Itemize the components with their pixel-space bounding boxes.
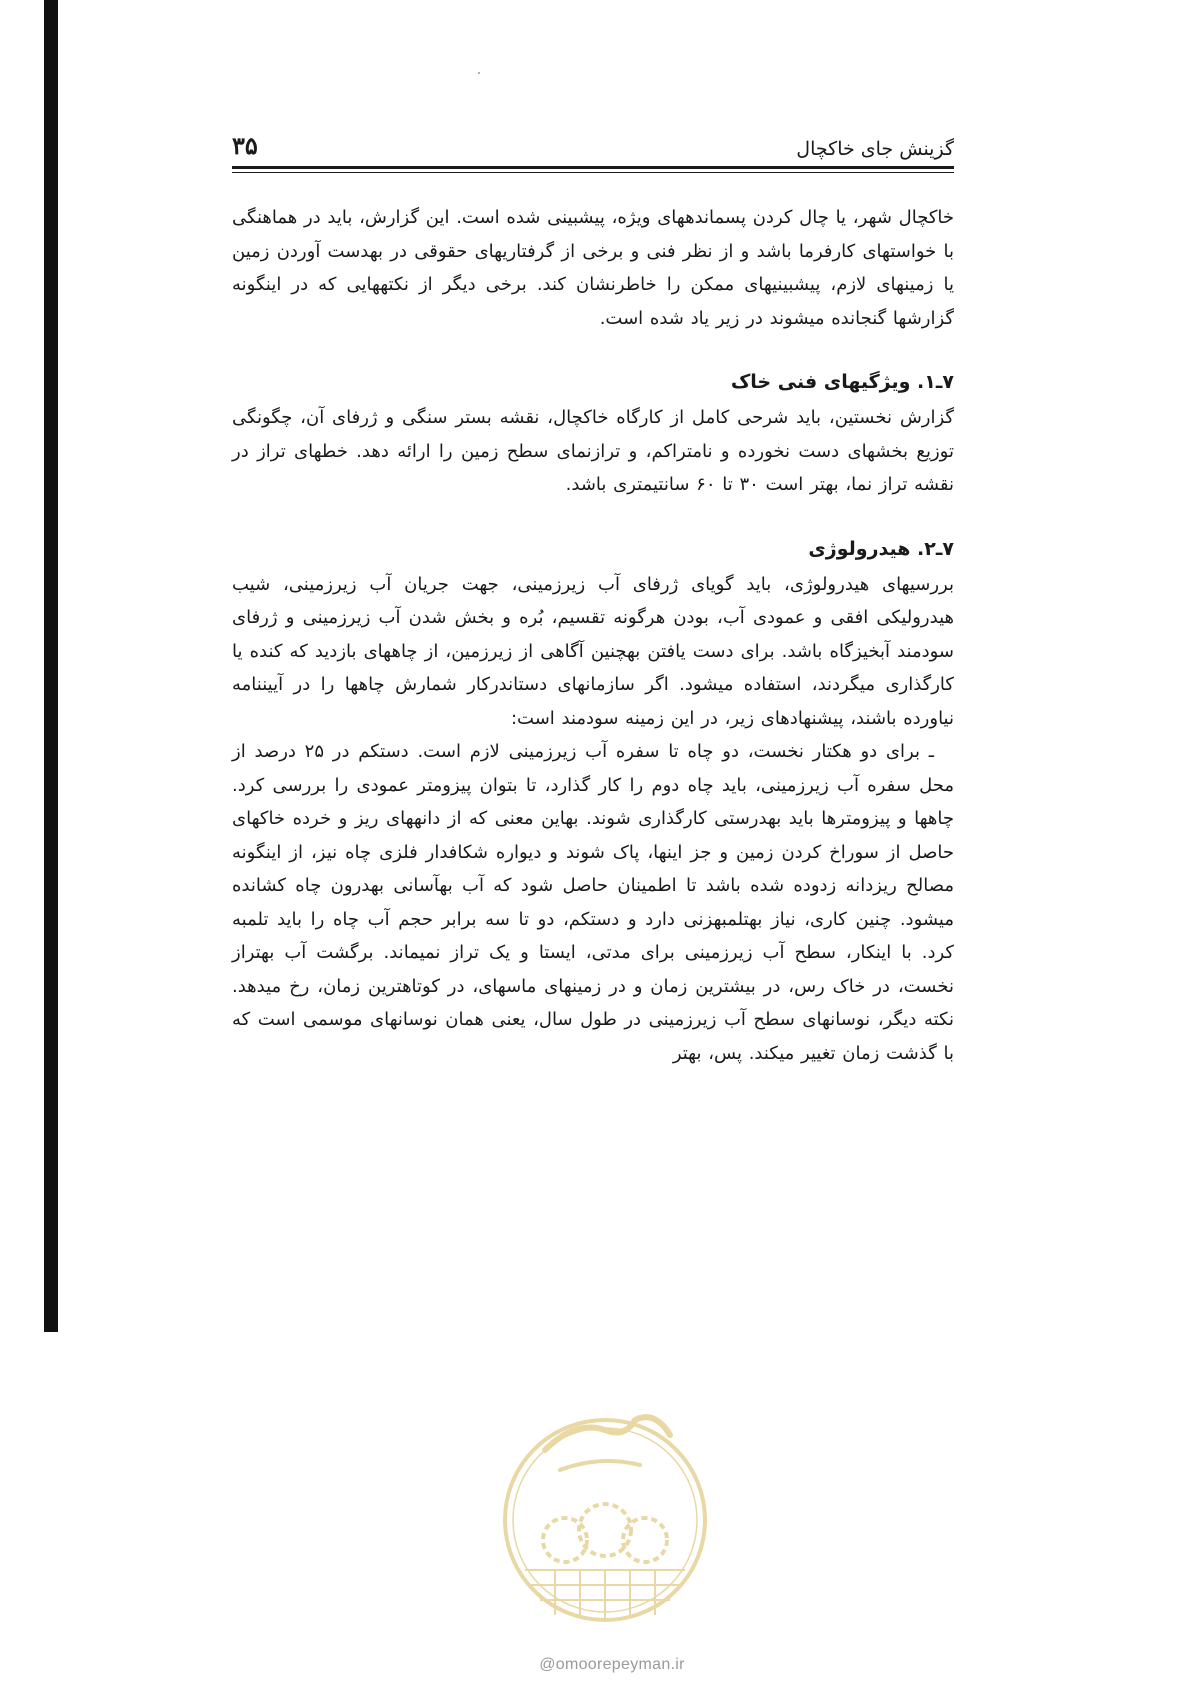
page-number: ۳۵ [232,131,258,160]
section-heading-hydrology: ۷ـ۲. هیدرولوژی [808,537,954,560]
watermark-url: @omoorepeyman.ir [539,1656,685,1673]
section-item-wells: ـ برای دو هکتار نخست، دو چاه تا سفره آب زیرزمینی لازم است. دستکم در ۲۵ درصد از محل سفره آب زیرزمینی، باید چاه دوم را کار گذارد، تا بتوان پیزومتر عمودی را بررسی کرد. چاهها و پیزومترها باید بهدرستی کارگذاری شوند. بهاین معنی که از دانههای ریز و خرده خاکهای حاصل از سوراخ کردن زمین و جز اینها، پاک شوند و دیواره شکافدار فلزی چاه نیز، از اینگونه مصالح ریزدانه زدوده شده باشد تا اطمینان حاصل شود که آب بهآسانی بهدرون چاه کشانده میشود. چنین کاری، نیاز بهتلمبهزنی دارد و دستکم، دو تا سه برابر حجم آب چاه را باید تلمبه کرد. با اینکار، سطح آب زیرزمینی برای مدتی، ایستا و یک تراز نمیماند. برگشت آب بهتراز نخست، در خاک رس، در بیشترین زمان و در زمینهای ماسهای، در کوتاهترین زمان، رخ میدهد. نکته دیگر، نوسانهای سطح آب زیرزمینی در طول سال، یعنی همان نوسانهای موسمی است که با گذشت زمان تغییر میکند. پس، بهتر [232,741,954,1064]
header-rule-thin [232,172,954,173]
scan-edge-bar [44,0,58,1332]
watermark-logo [485,1390,725,1670]
book-page [232,120,954,1070]
scan-dust-speck [478,72,480,74]
running-title: گزینش جای خاکچال [796,138,954,160]
section-paragraph-soil: گزارش نخستین، باید شرحی کامل از کارگاه خاکچال، نقشه بستر سنگی و ژرفای آن، چگونگی توزیع بخشهای دست نخورده و نامتراکم، و ترازنمای سطح زمین را ارائه دهد. خطهای تراز در نقشه تراز نما، بهتر است ۳۰ تا ۶۰ سانتیمتری باشد. [232,407,954,495]
intro-paragraph: خاکچال شهر، یا چال کردن پسماندههای ویژه، پیشبینی شده است. این گزارش، باید در هماهنگی با خواستهای کارفرما باشد و از نظر فنی و برخی از گرفتاریهای حقوقی در بهدست آوردن زمین یا زمینهای لازم، پیشبینیهای ممکن را خاطرنشان کند. برخی دیگر از نکتههایی که در اینگونه گزارشها گنجانده میشوند در زیر یاد شده است. [232,207,954,329]
section-paragraph-hydrology: بررسیهای هیدرولوژی، باید گویای ژرفای آب زیرزمینی، جهت جریان آب زیرزمینی، شیب هیدرولیکی افقی و عمودی آب، بودن هرگونه تقسیم، بُره و بخش شدن آب زیرزمینی و ژرفای سودمند آبخیزگاه باشد. برای دست یافتن بهچنین آگاهی از زیرزمین، از چاههای بازدید که کنده یا کارگذاری میگردند، استفاده میشود. اگر سازمانهای دستاندرکار شمارش چاهها را در آییننامه نیاورده باشند، پیشنهادهای زیر، در این زمینه سودمند است: [232,573,954,729]
running-head [232,120,954,160]
section-heading-soil: ۷ـ۱. ویژگیهای فنی خاک [730,371,954,393]
header-rule-thick [232,166,954,169]
